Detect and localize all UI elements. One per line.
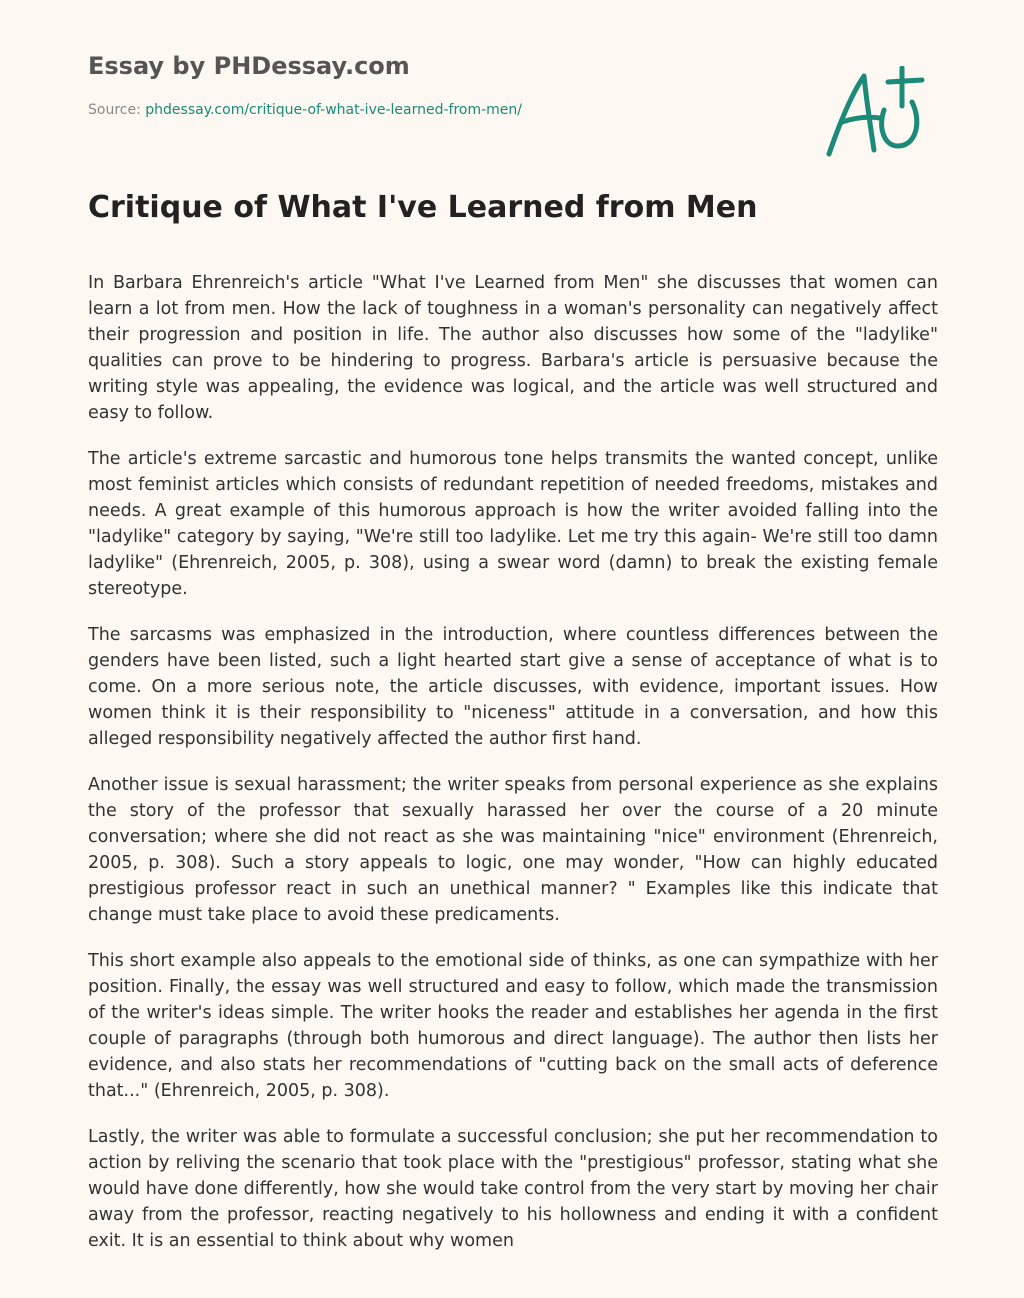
essay-paragraph: Another issue is sexual harassment; the writer speaks from personal experience as she explains the story of the professor that sexually harassed her over the course of a 20 minute conversation; where she did not react as she was maintaining "nice" environment (Ehrenreich, 2005, p. 308). Such a story appeals to logic, one may wonder, "How can highly educated prestigious professor react in such an unethical manner? " Examples like this indicate that change must take place to avoid these predicaments. xyxy=(88,775,938,925)
essay-paragraph: In Barbara Ehrenreich's article "What I've Learned from Men" she discusses that women can learn a lot from men. How the lack of toughness in a woman's personality can negatively affect their progression and position in life. The author also discusses how some of the "ladylike" qualities can prove to be hindering to progress. Barbara's article is persuasive because the writing style was appealing, the evidence was logical, and the article was well structured and easy to follow. xyxy=(88,273,938,423)
a-plus-grade-icon xyxy=(822,66,926,158)
essay-paragraph: Lastly, the writer was able to formulate a successful conclusion; she put her recommendation to action by reliving the scenario that took place with the "prestigious" professor, stating what she would have done differently, how she would take control from the very start by moving her chair away from the professor, reacting negatively to his hollowness and ending it with a confident exit. It is an essential to think about why women xyxy=(88,1127,938,1251)
essay-title: Critique of What I've Learned from Men xyxy=(88,190,758,225)
source-link[interactable]: phdessay.com/critique-of-what-ive-learned-from-men/ xyxy=(145,102,523,118)
essay-paragraph: The sarcasms was emphasized in the introduction, where countless differences between the genders have been listed, such a light hearted start give a sense of acceptance of what is to come. On a more serious note, the article discusses, with evidence, important issues. How women think it is their responsibility to "niceness" attitude in a conversation, and how this alleged responsibility negatively affected the author first hand. xyxy=(88,625,938,749)
site-title: Essay by PHDessay.com xyxy=(88,52,410,80)
source-line xyxy=(88,102,522,118)
essay-body xyxy=(88,270,938,1274)
source-label: Source: xyxy=(88,102,141,118)
essay-paragraph: This short example also appeals to the emotional side of thinks, as one can sympathize with her position. Finally, the essay was well structured and easy to follow, which made the transmission of the writer's ideas simple. The writer hooks the reader and establishes her agenda in the first couple of paragraphs (through both humorous and direct language). The author then lists her evidence, and also stats her recommendations of "cutting back on the small acts of deference that..." (Ehrenreich, 2005, p. 308). xyxy=(88,951,938,1101)
essay-paragraph: The article's extreme sarcastic and humorous tone helps transmits the wanted concept, unlike most feminist articles which consists of redundant repetition of needed freedoms, mistakes and needs. A great example of this humorous approach is how the writer avoided falling into the "ladylike" category by saying, "We're still too ladylike. Let me try this again- We're still too damn ladylike" (Ehrenreich, 2005, p. 308), using a swear word (damn) to break the existing female stereotype. xyxy=(88,449,938,599)
